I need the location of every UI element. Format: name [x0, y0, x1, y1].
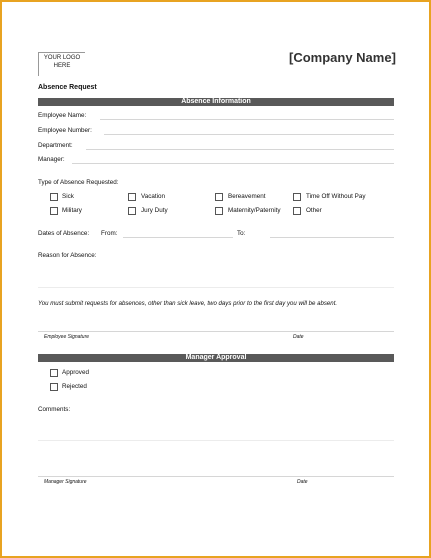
manager-signature-line[interactable]	[38, 476, 394, 477]
sick-label: Sick	[62, 193, 74, 200]
reason-for-absence-field[interactable]	[38, 287, 394, 288]
employee-signature-label: Employee Signature	[44, 334, 90, 340]
department-field[interactable]	[86, 149, 394, 150]
reason-for-absence-label: Reason for Absence:	[38, 252, 97, 259]
rejected-label: Rejected	[62, 383, 87, 390]
bereavement-checkbox[interactable]	[215, 193, 223, 201]
comments-label: Comments:	[38, 406, 71, 413]
from-date-field[interactable]	[123, 237, 233, 238]
to-label: To:	[237, 230, 246, 237]
manager-approval-header: Manager Approval	[38, 354, 394, 362]
military-checkbox[interactable]	[50, 207, 58, 215]
other-label: Other	[306, 207, 322, 214]
other-checkbox[interactable]	[293, 207, 301, 215]
logo-line-2: HERE	[53, 63, 71, 69]
from-label: From:	[101, 230, 118, 237]
comments-field[interactable]	[38, 440, 394, 441]
jury-duty-checkbox[interactable]	[128, 207, 136, 215]
jury-duty-label: Jury Duty	[141, 207, 168, 214]
logo-placeholder	[38, 52, 85, 76]
manager-date-label: Date	[297, 479, 308, 485]
employee-name-field[interactable]	[100, 119, 394, 120]
approved-label: Approved	[62, 369, 89, 376]
form-title: Absence Request	[38, 84, 97, 91]
company-name: [Company Name]	[289, 50, 396, 65]
military-label: Military	[62, 207, 82, 214]
department-label: Department:	[38, 142, 73, 149]
absence-type-label: Type of Absence Requested:	[38, 179, 119, 186]
manager-signature-label: Manager Signature	[44, 479, 87, 485]
employee-date-label: Date	[293, 334, 304, 340]
employee-number-label: Employee Number:	[38, 127, 92, 134]
absence-information-header: Absence Information	[38, 98, 394, 106]
employee-number-field[interactable]	[104, 134, 394, 135]
employee-signature-line[interactable]	[38, 331, 394, 332]
manager-field[interactable]	[72, 163, 394, 164]
employee-name-label: Employee Name:	[38, 112, 87, 119]
dates-of-absence-label: Dates of Absence:	[38, 230, 90, 237]
vacation-label: Vacation	[141, 193, 166, 200]
logo-line-1: YOUR LOGO	[43, 55, 81, 61]
maternity-paternity-label: Maternity/Paternity	[228, 207, 281, 214]
approved-checkbox[interactable]	[50, 369, 58, 377]
time-off-without-pay-label: Time Off Without Pay	[306, 193, 366, 200]
notice-text: You must submit requests for absences, other than sick leave, two days prior to the first day you will be absent.	[38, 300, 338, 307]
manager-label: Manager:	[38, 156, 65, 163]
bereavement-label: Bereavement	[228, 193, 266, 200]
to-date-field[interactable]	[270, 237, 394, 238]
time-off-without-pay-checkbox[interactable]	[293, 193, 301, 201]
sick-checkbox[interactable]	[50, 193, 58, 201]
vacation-checkbox[interactable]	[128, 193, 136, 201]
rejected-checkbox[interactable]	[50, 383, 58, 391]
maternity-paternity-checkbox[interactable]	[215, 207, 223, 215]
